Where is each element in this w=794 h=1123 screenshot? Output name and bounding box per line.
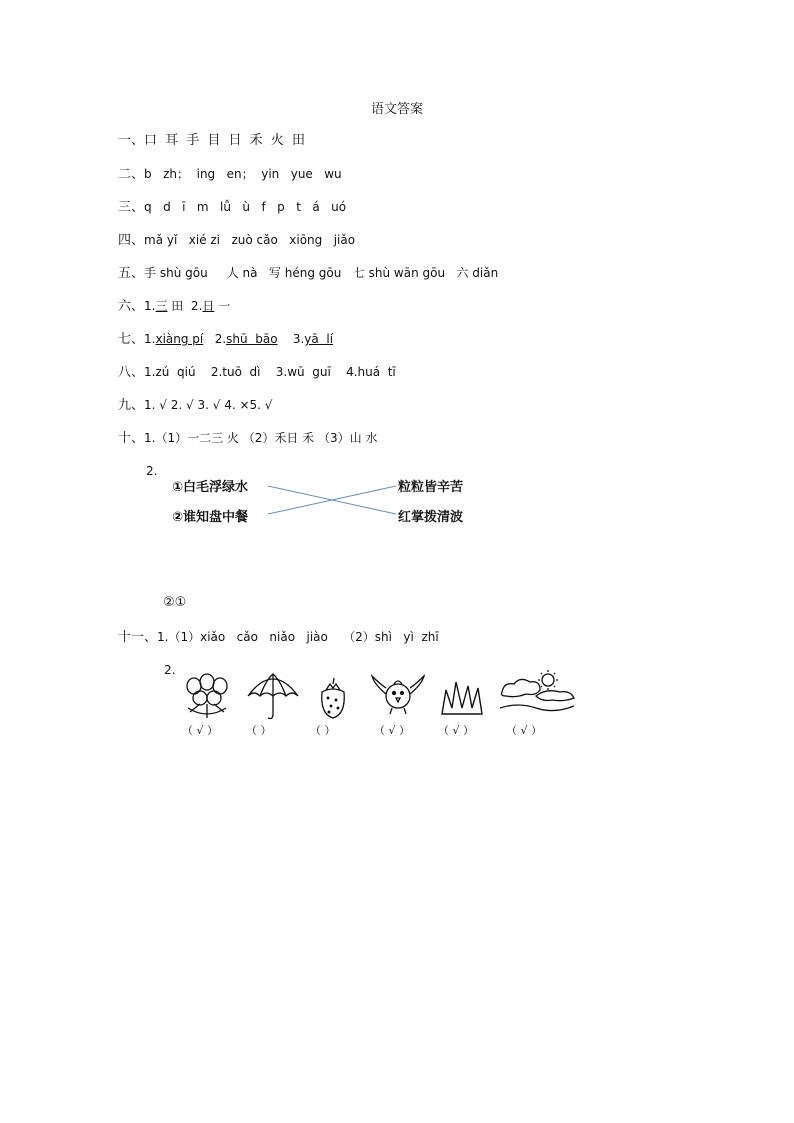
- answer-line-3: [118, 198, 346, 217]
- q2-number: 2.: [146, 464, 158, 478]
- line-text: 1.（1）xiǎo cǎo niǎo jiào （2）shì yì zhī: [157, 630, 439, 644]
- answer-line-10: [118, 429, 377, 448]
- line-label: 八、: [118, 365, 145, 380]
- answer-line-5: [118, 264, 498, 283]
- line-label: 十、: [118, 431, 145, 446]
- answer-line-1: [118, 131, 307, 150]
- answer-line-7: [118, 330, 333, 349]
- text-part: 田 2.: [167, 299, 203, 313]
- grass-icon: [438, 668, 488, 722]
- line-label: 二、: [118, 167, 145, 182]
- choice-mark-4: （ √ ）: [374, 724, 411, 737]
- line-label: 五、: [118, 266, 145, 281]
- underlined-text: shū bāo: [226, 332, 278, 346]
- flower-bouquet-icon: [180, 668, 234, 722]
- text-part: 2.: [203, 332, 227, 346]
- answer-line-11: [118, 628, 439, 647]
- line-label: 九、: [118, 398, 145, 413]
- line-label: 一、: [118, 133, 145, 148]
- picture-choices: [176, 668, 586, 746]
- underlined-text: xiàng pí: [155, 332, 204, 346]
- line-label: 三、: [118, 200, 145, 215]
- line-text: q d ī m lǚ ù f p t á uó: [144, 200, 347, 214]
- choice-mark-6: （ √ ）: [506, 724, 543, 737]
- text-part: 1.: [144, 332, 156, 346]
- answer-line-4: [118, 231, 355, 250]
- line-text: 口 耳 手 目 日 禾 火 田: [144, 133, 307, 148]
- chick-icon: [370, 668, 426, 722]
- umbrella-icon: [246, 668, 300, 722]
- strawberry-icon: [316, 668, 350, 722]
- page-title: 语文答案: [370, 102, 423, 117]
- line-text: mǎ yǐ xié zi zuò cǎo xiōng jiǎo: [144, 233, 356, 247]
- text-part: 3.: [277, 332, 305, 346]
- underlined-text: yā lí: [304, 332, 334, 346]
- choice-mark-1: （ √ ）: [182, 724, 219, 737]
- text-part: 一: [214, 299, 231, 313]
- answer-line-6: [118, 297, 230, 316]
- answer-line-2: [118, 165, 342, 184]
- poem-matching: [168, 468, 480, 530]
- line-text: b zh； ing en； yin yue wu: [144, 167, 342, 181]
- line-label: 四、: [118, 233, 145, 248]
- choice-mark-3: （ ）: [310, 724, 336, 737]
- answer-line-9: [118, 396, 272, 415]
- line-text: 1.zú qiú 2.tuō dì 3.wū guī 4.huá tī: [144, 365, 396, 379]
- left-phrase-2: ②谁知盘中餐: [172, 510, 249, 525]
- line-text: 手 shù gōu 人 nà 写 héng gōu 七 shù wān gōu 六 diǎn: [144, 266, 499, 280]
- underlined-text: 三: [155, 299, 168, 313]
- line-label: 六、: [118, 299, 145, 314]
- choice-mark-2: （ ）: [246, 724, 272, 737]
- answer-line-8: [118, 363, 396, 382]
- line-text: 1.（1）一二三 火 （2）禾日 禾 （3）山 水: [144, 431, 378, 445]
- underlined-text: 日: [202, 299, 215, 313]
- sun-clouds-icon: [498, 668, 578, 722]
- line-text: 1. √ 2. √ 3. √ 4. ×5. √: [144, 398, 273, 412]
- choice-mark-5: （ √ ）: [438, 724, 475, 737]
- line-label: 十一、: [118, 630, 158, 645]
- right-phrase-1: 粒粒皆辛苦: [398, 480, 464, 495]
- order-answer: ②①: [163, 595, 187, 610]
- line-label: 七、: [118, 332, 145, 347]
- text-part: 1.: [144, 299, 156, 313]
- left-phrase-1: ①白毛浮绿水: [172, 480, 249, 495]
- q2-number: 2.: [164, 663, 176, 677]
- right-phrase-2: 红掌拨清波: [398, 510, 464, 525]
